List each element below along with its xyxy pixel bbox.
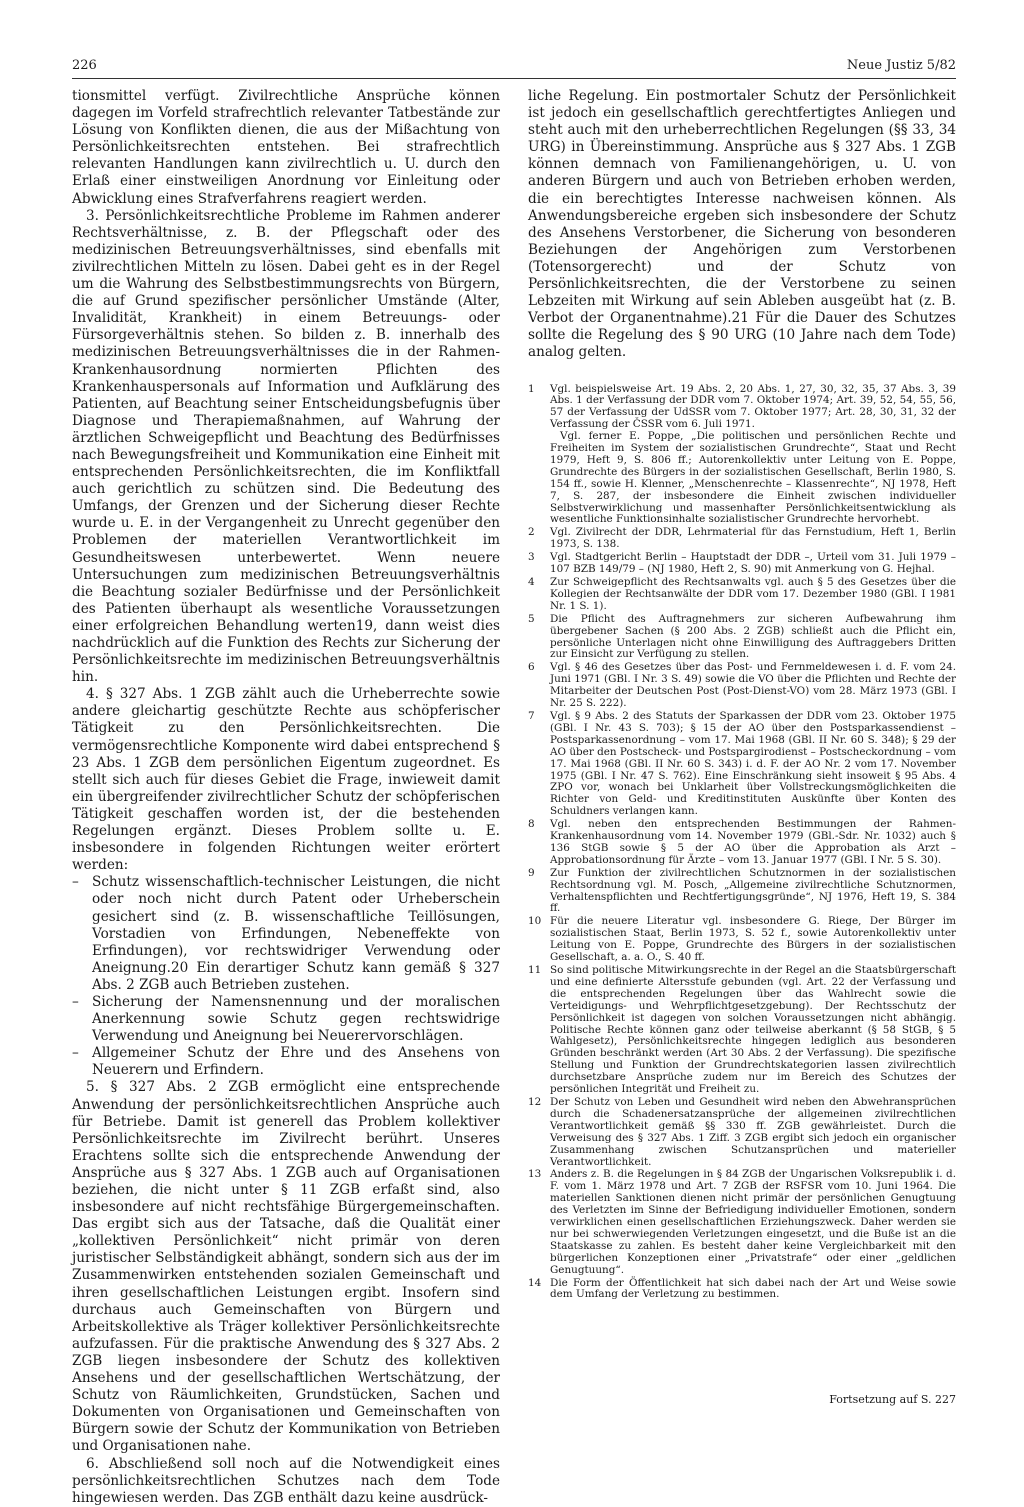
dash-text: Allgemeiner Schutz der Ehre und des Ansehens von Neuerern und Erfindern.	[92, 1045, 500, 1079]
footnote	[528, 614, 956, 662]
dash-marker: –	[72, 1045, 79, 1062]
footnote-text: Anders z. B. die Regelungen in § 84 ZGB der Ungarischen Volksrepublik i. d. F. vom 1. März 1978 und Art. 7 ZGB der RSFSR vom 10. Juni 1964. Die materiellen Sanktionen dienen nicht primär der persönlichen Genugtuung des Verletzten im Sinne der Befriedigung individueller Emotionen, sondern verwirklichen einen gesellschaftlichen Erziehungszweck. Daher werden sie nur bei schwerwiegenden Verletzungen eingesetzt, und die Buße ist an die Staatskasse zu zahlen. Es besteht daher keine Vergleichbarkeit mit den bürgerlichen Konzeptionen einer „Privatstrafe“ oder einer „geldlichen Genugtuung“.	[550, 1168, 956, 1276]
footnote-text: Vgl. neben den entsprechenden Bestimmungen der Rahmen-Krankenhausordnung vom 14. November 1979 (GBl.-Sdr. Nr. 1032) auch § 136 StGB sowie § 5 der AO über die Approbation als Arzt – Approbationsordnung für Ärzte – vom 13. Januar 1977 (GBl. I Nr. 5 S. 30).	[550, 818, 956, 866]
footnote-text: Die Form der Öffentlichkeit hat sich dabei nach der Art und Weise sowie dem Umfang der Verletzung zu bestimmen.	[550, 1276, 956, 1301]
footnote-number: 1	[528, 382, 535, 395]
footnote-number: 9	[528, 866, 535, 879]
paragraph: 4. § 327 Abs. 1 ZGB zählt auch die Urheberrechte sowie andere gleichartig geschützte Rechte aus schöpferischer Tätigkeit zu den Persönlichkeitsrechten. Die vermögensrechtliche Komponente wird dabei entsprechend § 23 Abs. 1 ZGB dem persönlichen Eigentum zugeordnet. Es stellt sich auch für dieses Gebiet die Frage, inwieweit damit ein übergreifender zivilrechtlicher Schutz der schöpferischen Tätigkeit geschaffen worden ist, der die bestehenden Regelungen ergänzt. Dieses Problem sollte u. E. insbesondere in folgenden Richtungen weiter erörtert werden:	[72, 686, 500, 874]
continuation-note: Fortsetzung auf S. 227	[829, 1393, 956, 1406]
footnote	[528, 552, 956, 576]
footnote-list	[528, 384, 956, 1302]
footnote-text-part: Vgl. beispielsweise Art. 19 Abs. 2, 20 Abs. 1, 27, 30, 32, 35, 37 Abs. 3, 39 Abs. 1 der Verfassung der DDR vom 7. Oktober 1974; Art. 39, 52, 54, 55, 56, 57 der Verfassung der UdSSR vom 7. Oktober 1977; Art. 28, 30, 31, 32 der Verfassung der ČSSR vom 6. Juli 1971.	[550, 382, 956, 431]
paragraph: 5. § 327 Abs. 2 ZGB ermöglicht eine entsprechende Anwendung der persönlichkeitsrechtlichen Ansprüche auch für Betriebe. Damit ist generell das Problem kollektiver Persönlichkeitsrechte im Zivilrecht berührt. Unseres Erachtens sollte sich die entsprechende Anwendung der Ansprüche aus § 327 Abs. 1 ZGB auch auf Organisationen beziehen, die nicht unter § 11 ZGB erfaßt sind, also insbesondere auf nicht rechtsfähige Bürgergemeinschaften. Das ergibt sich aus der Tatsache, daß die Qualität einer „kollektiven Persönlichkeit“ nicht primär von deren juristischer Selbständigkeit abhängt, sondern sich aus der im Zusammenwirken entstehenden sozialen Gemeinschaft und ihren gesellschaftlichen Leistungen ergibt. Insofern sind durchaus auch Gemeinschaften von Bürgern und Arbeitskollektive als Träger kollektiver Persönlichkeitsrechte aufzufassen. Für die praktische Anwendung des § 327 Abs. 2 ZGB liegen insbesondere der Schutz des kollektiven Ansehens und der gesellschaftlichen Wertschätzung, der Schutz von Räumlichkeiten, Grundstücken, Sachen und Dokumenten von Organisationen und Gemeinschaften von Bürgern sowie der Schutz der Kommunikation von Betrieben und Organisationen nahe.	[72, 1079, 500, 1455]
journal-title: Neue Justiz 5/82	[846, 58, 956, 73]
footnote-number: 10	[528, 915, 542, 928]
footnote	[528, 577, 956, 613]
dash-marker: –	[72, 993, 79, 1010]
footnote-text: Vgl. Stadtgericht Berlin – Hauptstadt der DDR –, Urteil vom 31. Juli 1979 – 107 BZB 149/79 – (NJ 1980, Heft 2, S. 90) mit Anmerkung von G. Hejhal.	[550, 551, 956, 576]
footnote-text: Zur Funktion der zivilrechtlichen Schutznormen in der sozialistischen Rechtsordnung vgl. M. Posch, „Allgemeine zivilrechtliche Schutznormen, Verhaltenspflichten und Rechtfertigungsgründe“, NJ 1976, Heft 19, S. 384 ff.	[550, 866, 956, 915]
dash-marker: –	[72, 874, 79, 891]
dash-item	[72, 994, 500, 1045]
footnote-number: 3	[528, 551, 535, 564]
footnote-number: 7	[528, 709, 535, 722]
paragraph: tionsmittel verfügt. Zivilrechtliche Ansprüche können dagegen im Vorfeld strafrechtlich relevanter Tatbestände zur Lösung von Konflikten dienen, die aus der Mißachtung von Persönlichkeitsrechten entstehen. Bei strafrechtlich relevanten Handlungen kann zivilrechtlich u. U. durch den Erlaß einer einstweiligen Anordnung vor Einleitung oder Abwicklung eines Strafverfahrens reagiert werden.	[72, 88, 500, 207]
dash-text: Sicherung der Namensnennung und der moralischen Anerkennung sowie Schutz gegen rechtswidrige Verwendung und Aneignung bei Neuerervorschlägen.	[92, 993, 500, 1045]
footnote	[528, 1169, 956, 1276]
footnote	[528, 711, 956, 818]
paragraph: 6. Abschließend soll noch auf die Notwendigkeit eines persönlichkeitsrechtlichen Schutzes nach dem Tode hingewiesen werden. Das ZGB enthält dazu keine ausdrück-	[72, 1455, 500, 1506]
footnote	[528, 1097, 956, 1168]
footnote	[528, 868, 956, 916]
footnote	[528, 662, 956, 710]
right-column	[528, 88, 956, 1408]
footnote-text-part: Vgl. ferner E. Poppe, „Die politischen und persönlichen Rechte und Freiheiten im System der sozialistischen Grundrechte“, Staat und Recht 1979, Heft 9, S. 806 ff.; Autorenkollektiv unter Leitung von E. Poppe, Grundrechte des Bürgers in der sozialistischen Gesellschaft, Berlin 1980, S. 154 ff., sowie H. Klenner, „Menschenrechte – Klassenrechte“, NJ 1978, Heft 7, S. 287, der insbesondere die Einheit zwischen individueller Selbstverwirklichung und massenhafter Persönlichkeitsentwicklung als wesentliche Funktionsinhalte sozialistischer Grundrechte hervorhebt.	[550, 430, 956, 526]
footnote-text: Die Pflicht des Auftragnehmers zur sicheren Aufbewahrung ihm übergebener Sachen (§ 200 Abs. 2 ZGB) schließt auch die Pflicht ein, persönliche Unterlagen nicht ohne Einwilligung des Auftraggebers Dritten zur Einsicht zur Verfügung zu stellen.	[550, 612, 956, 661]
footnote-number: 12	[528, 1095, 542, 1108]
paragraph: liche Regelung. Ein postmortaler Schutz der Persönlichkeit ist jedoch ein gesellschaftlich gerechtfertigtes Anliegen und steht auch mit den urheberrechtlichen Regelungen (§§ 33, 34 URG) in Übereinstimmung. Ansprüche aus § 327 Abs. 1 ZGB können demnach von Familienangehörigen, u. U. von anderen Bürgern und auch von Betrieben erhoben werden, die ein berechtigtes Interesse nachweisen können. Als Anwendungsbereiche ergeben sich insbesondere der Schutz des Ansehens Verstorbener, die Sicherung von besonderen Beziehungen der Angehörigen zum Verstorbenen (Totensorgerecht) und der Schutz von Persönlichkeitsrechten, die der Verstorbene zu seinen Lebzeiten mit Wirkung auf sein Ableben ausgeübt hat (z. B. Verbot der Organentnahme).21 Für die Dauer des Schutzes sollte die Regelung des § 90 URG (10 Jahre nach dem Tode) analog gelten.	[528, 88, 956, 361]
footnote	[528, 527, 956, 551]
paragraph: 3. Persönlichkeitsrechtliche Probleme im Rahmen anderer Rechtsverhältnisse, z. B. der Pflegschaft oder des medizinischen Betreuungsverhältnisses, sind ebenfalls mit zivilrechtlichen Mitteln zu lösen. Dabei geht es in der Regel um die Wahrung des Selbstbestimmungsrechts von Bürgern, die auf Grund spezifischer persönlicher Umstände (Alter, Invalidität, Krankheit) in einem Betreuungs- oder Fürsorgeverhältnis stehen. So bilden z. B. innerhalb des medizinischen Betreuungsverhältnisses die in der Rahmen-Krankenhausordnung normierten Pflichten des Krankenhauspersonals auf Information und Aufklärung des Patienten, auf Beachtung seiner Entscheidungsbefugnis über Diagnose und Therapiemaßnahmen, auf Wahrung der ärztlichen Schweigepflicht und Beachtung des Bedürfnisses nach Bewegungsfreiheit und Kommunikation eine Einheit mit entsprechenden Persönlichkeitsrechten, die im Konfliktfall auch gerichtlich zu schützen sind. Die Bedeutung des Umfangs, der Grenzen und der Sicherung dieser Rechte wurde u. E. in der Vergangenheit zu Unrecht gegenüber den Problemen der materiellen Verantwortlichkeit im Gesundheitswesen unterbewertet. Wenn neuere Untersuchungen zum medizinischen Betreuungsverhältnis die Beachtung sozialer Bedürfnisse und der Persönlichkeit des Patienten überhaupt als wesentliche Voraussetzungen einer erfolgreichen Behandlung werten19, dann weist dies nachdrücklich auf die Funktion des Rechts zur Sicherung der Persönlichkeitsrechte im medizinischen Betreuungsverhältnis hin.	[72, 207, 500, 686]
footnote-text: Zur Schweigepflicht des Rechtsanwalts vgl. auch § 5 des Gesetzes über die Kollegien der Rechtsanwälte der DDR vom 17. Dezember 1980 (GBl. I 1981 Nr. 1 S. 1).	[550, 576, 956, 612]
footnote-text	[550, 384, 956, 527]
footnote-number: 8	[528, 818, 535, 831]
footnote	[528, 916, 956, 964]
footnote-text: Vgl. Zivilrecht der DDR, Lehrmaterial für das Fernstudium, Heft 1, Berlin 1973, S. 138.	[550, 526, 956, 551]
footnote-number: 13	[528, 1168, 542, 1181]
footnote	[528, 1278, 956, 1302]
footnote-number: 14	[528, 1276, 542, 1289]
footnote-text: Vgl. § 9 Abs. 2 des Statuts der Sparkassen der DDR vom 23. Oktober 1975 (GBl. I Nr. 43 S. 703); § 15 der AO über den Postsparkassendienst – Postsparkassenordnung – vom 17. Mai 1968 (GBl. II Nr. 60 S. 348); § 29 der AO über den Postscheck- und Postspargirodienst – Postscheckordnung – vom 17. Mai 1968 (GBl. II Nr. 60 S. 343) i. d. F. der AO Nr. 2 vom 17. November 1975 (GBl. I Nr. 47 S. 762). Eine Einschränkung sieht insoweit § 95 Abs. 4 ZPO vor, wonach bei Unklarheit über Vollstreckungsmöglichkeiten die Richter von Geld- und Kreditinstituten Auskünfte über Konten des Schuldners verlangen kann.	[550, 709, 956, 818]
left-column	[72, 88, 500, 1506]
footnote-text: Vgl. § 46 des Gesetzes über das Post- und Fernmeldewesen i. d. F. vom 24. Juni 1971 (GBl. I Nr. 3 S. 49) sowie die VO über die Pflichten und Rechte der Mitarbeiter der Deutschen Post (Post-Dienst-VO) vom 28. März 1973 (GBl. I Nr. 25 S. 222).	[550, 661, 956, 710]
footnote-number: 2	[528, 526, 535, 539]
footnote	[528, 965, 956, 1096]
page-number: 226	[72, 58, 97, 73]
dash-item	[72, 1045, 500, 1079]
footnote-text: So sind politische Mitwirkungsrechte in der Regel an die Staatsbürgerschaft und eine definierte Altersstufe gebunden (vgl. Art. 22 der Verfassung und die entsprechenden Regelungen über das Wahlrecht sowie die Verteidigungs- und Wehrpflichtgesetzgebung). Der Rechtsschutz der Persönlichkeit ist dagegen von solchen Voraussetzungen nicht abhängig. Politische Rechte können ganz oder teilweise aberkannt (§ 58 StGB, § 5 Wahlgesetz), Persönlichkeitsrechte hingegen lediglich aus besonderen Gründen beschränkt werden (Art 30 Abs. 2 der Verfassung). Die spezifische Stellung und Funktion der Grundrechtskategorien lassen zivilrechtlich durchsetzbare Ansprüche zudem nur im Bereich des Schutzes der persönlichen Integrität und Freiheit zu.	[550, 964, 956, 1096]
footnote-number: 6	[528, 661, 535, 674]
footnote-number: 4	[528, 576, 535, 588]
footnote-number: 5	[528, 612, 535, 625]
footnote-number: 11	[528, 964, 542, 976]
footnote	[528, 384, 956, 527]
footnote	[528, 819, 956, 867]
dash-item	[72, 874, 500, 994]
page-header	[72, 58, 956, 79]
dash-text: Schutz wissenschaftlich-technischer Leistungen, die nicht oder noch nicht durch Patent oder Urheberschein gesichert sind (z. B. wissenschaftliche Teillösungen, Vorstadien von Erfindungen, Nebeneffekte von Erfindungen), vor rechtswidriger Verwendung oder Aneignung.20 Ein derartiger Schutz kann gemäß § 327 Abs. 2 ZGB auch Betrieben zustehen.	[92, 874, 500, 993]
footnote-text: Der Schutz von Leben und Gesundheit wird neben den Abwehransprüchen durch die Schadenersatzansprüche der allgemeinen zivilrechtlichen Verantwortlichkeit gemäß §§ 330 ff. ZGB gewährleistet. Durch die Verweisung des § 327 Abs. 1 Ziff. 3 ZGB ergibt sich jedoch ein organischer Zusammenhang zwischen Schutzansprüchen und materieller Verantwortlichkeit.	[550, 1095, 956, 1168]
footnote-text: Für die neuere Literatur vgl. insbesondere G. Riege, Der Bürger im sozialistischen Staat, Berlin 1973, S. 52 f., sowie Autorenkollektiv unter Leitung von E. Poppe, Grundrechte des Bürgers in der sozialistischen Gesellschaft, a. a. O., S. 40 ff.	[550, 915, 956, 964]
